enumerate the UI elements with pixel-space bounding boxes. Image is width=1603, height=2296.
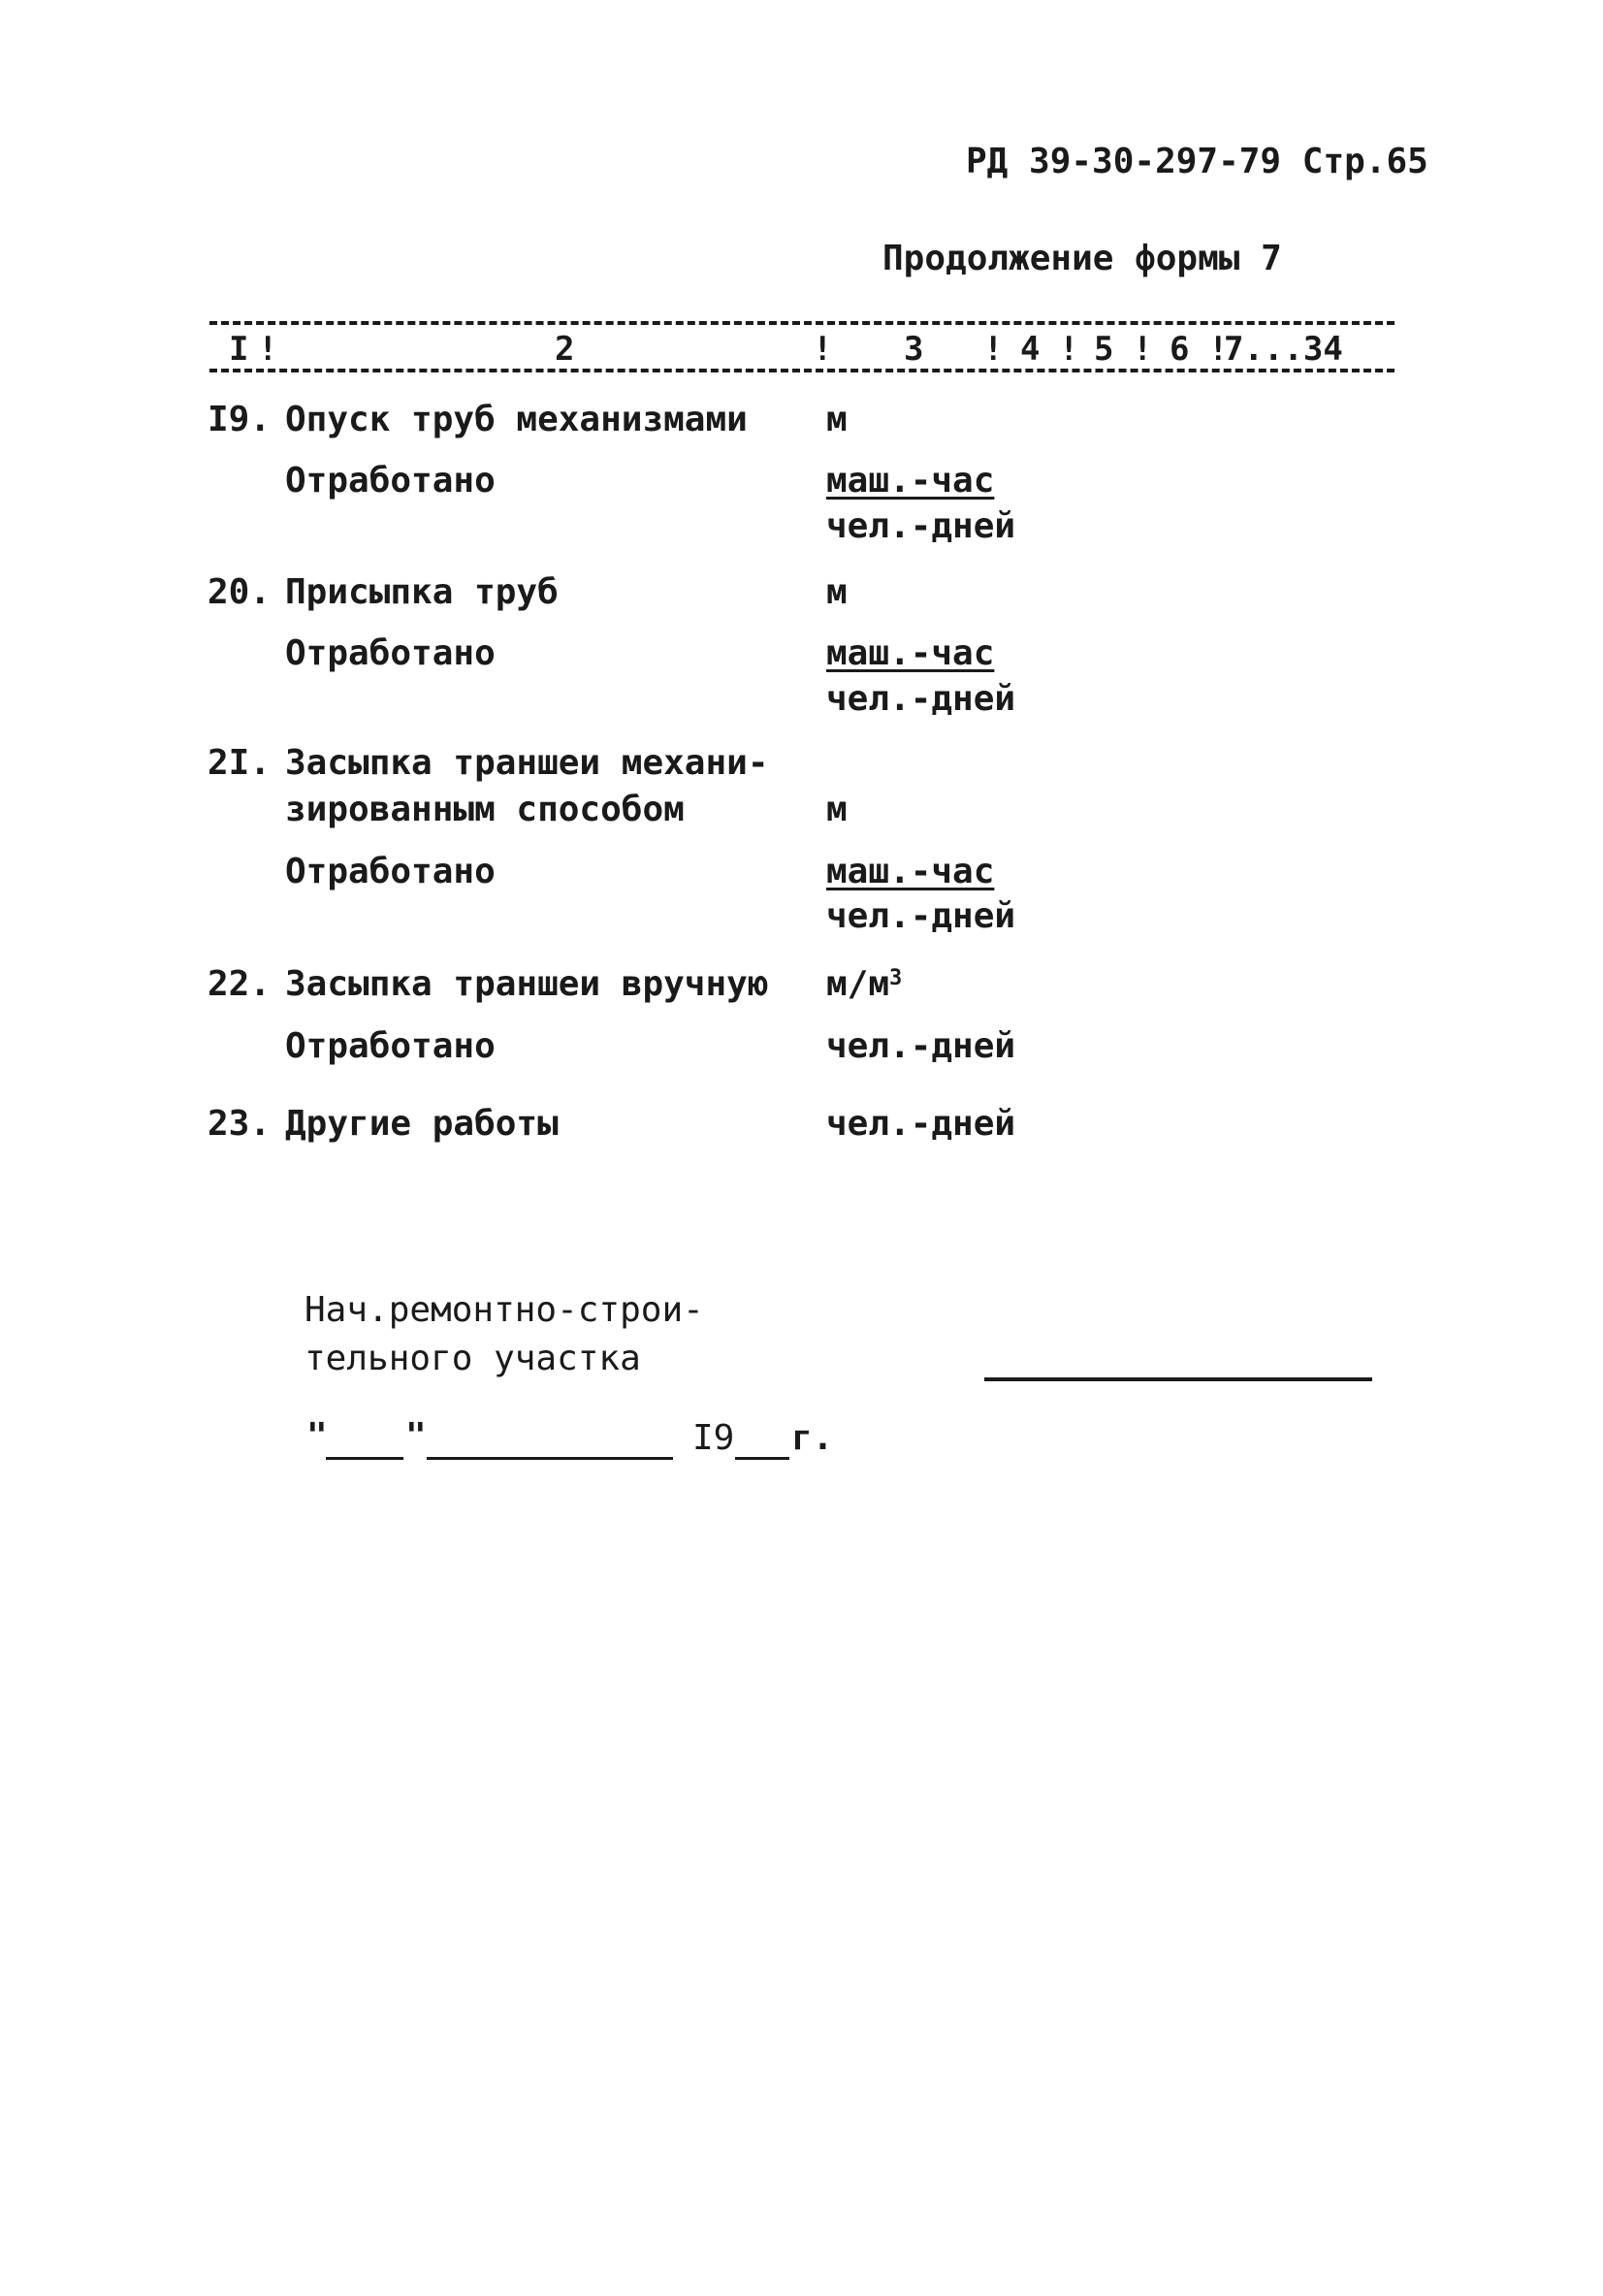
header-rule-bottom	[209, 369, 1395, 372]
column-separator: !	[258, 330, 278, 369]
date-day-blank	[326, 1457, 403, 1460]
row-text: Засыпка траншеи вручную	[285, 964, 769, 1004]
form-subtitle: Продолжение формы 7	[882, 239, 1282, 278]
row-text-line2: зированным способом	[285, 790, 685, 829]
date-year-blank	[735, 1457, 789, 1460]
signature-line	[984, 1377, 1372, 1381]
row-number: 20.	[208, 572, 272, 612]
row-unit: м	[826, 790, 848, 829]
column-separator: !	[1059, 330, 1079, 369]
row-unit: чел.-дней	[826, 1026, 1016, 1066]
row-unit-superscript: 3	[889, 966, 903, 990]
signature-title-line1: Нач.ремонтно-строи-	[305, 1290, 704, 1330]
column-header-4: 4	[1020, 330, 1041, 369]
column-header-5: 5	[1094, 330, 1114, 369]
row-unit: м	[826, 400, 848, 439]
row-text-line1: Засыпка траншеи механи-	[285, 743, 769, 783]
column-header-3: 3	[904, 330, 924, 369]
row-unit-main: маш.-час	[826, 633, 995, 673]
row-number: 2I.	[208, 743, 272, 783]
date-quote-close: "	[405, 1416, 427, 1456]
row-unit: чел.-дней	[826, 1104, 1016, 1144]
column-header-7-34: 7...34	[1224, 330, 1343, 369]
row-unit-sub: чел.-дней	[826, 506, 1016, 546]
row-text: Присыпка труб	[285, 572, 559, 612]
row-text: Другие работы	[285, 1104, 559, 1144]
document-reference: РД 39-30-297-79 Стр.65	[966, 142, 1428, 181]
date-month-blank	[427, 1457, 673, 1460]
row-text: Отработано	[285, 461, 496, 501]
column-header-6: 6	[1170, 330, 1190, 369]
row-unit	[826, 964, 902, 1005]
row-number: 23.	[208, 1104, 272, 1144]
row-number: I9.	[208, 400, 272, 439]
date-year-suffix: г.	[791, 1418, 834, 1458]
row-text: Отработано	[285, 633, 496, 673]
column-separator: !	[1208, 330, 1229, 369]
row-unit-base: м/м	[826, 964, 890, 1004]
column-separator: !	[1133, 330, 1153, 369]
column-header-2: 2	[555, 330, 575, 369]
row-unit-sub: чел.-дней	[826, 679, 1016, 719]
column-separator: !	[813, 330, 833, 369]
signature-title-line2: тельного участка	[305, 1339, 641, 1378]
row-unit-main: маш.-час	[826, 852, 995, 891]
column-separator: !	[983, 330, 1004, 369]
row-text: Опуск труб механизмами	[285, 400, 748, 439]
row-unit: м	[826, 572, 848, 612]
column-header-1: I	[229, 330, 249, 369]
row-text: Отработано	[285, 1026, 496, 1066]
row-unit-sub: чел.-дней	[826, 896, 1016, 936]
row-unit-main: маш.-час	[826, 461, 995, 501]
row-text: Отработано	[285, 852, 496, 891]
date-quote-open: "	[306, 1416, 328, 1456]
header-rule-top	[209, 321, 1395, 325]
date-year-prefix: I9	[692, 1418, 735, 1458]
row-number: 22.	[208, 964, 272, 1004]
